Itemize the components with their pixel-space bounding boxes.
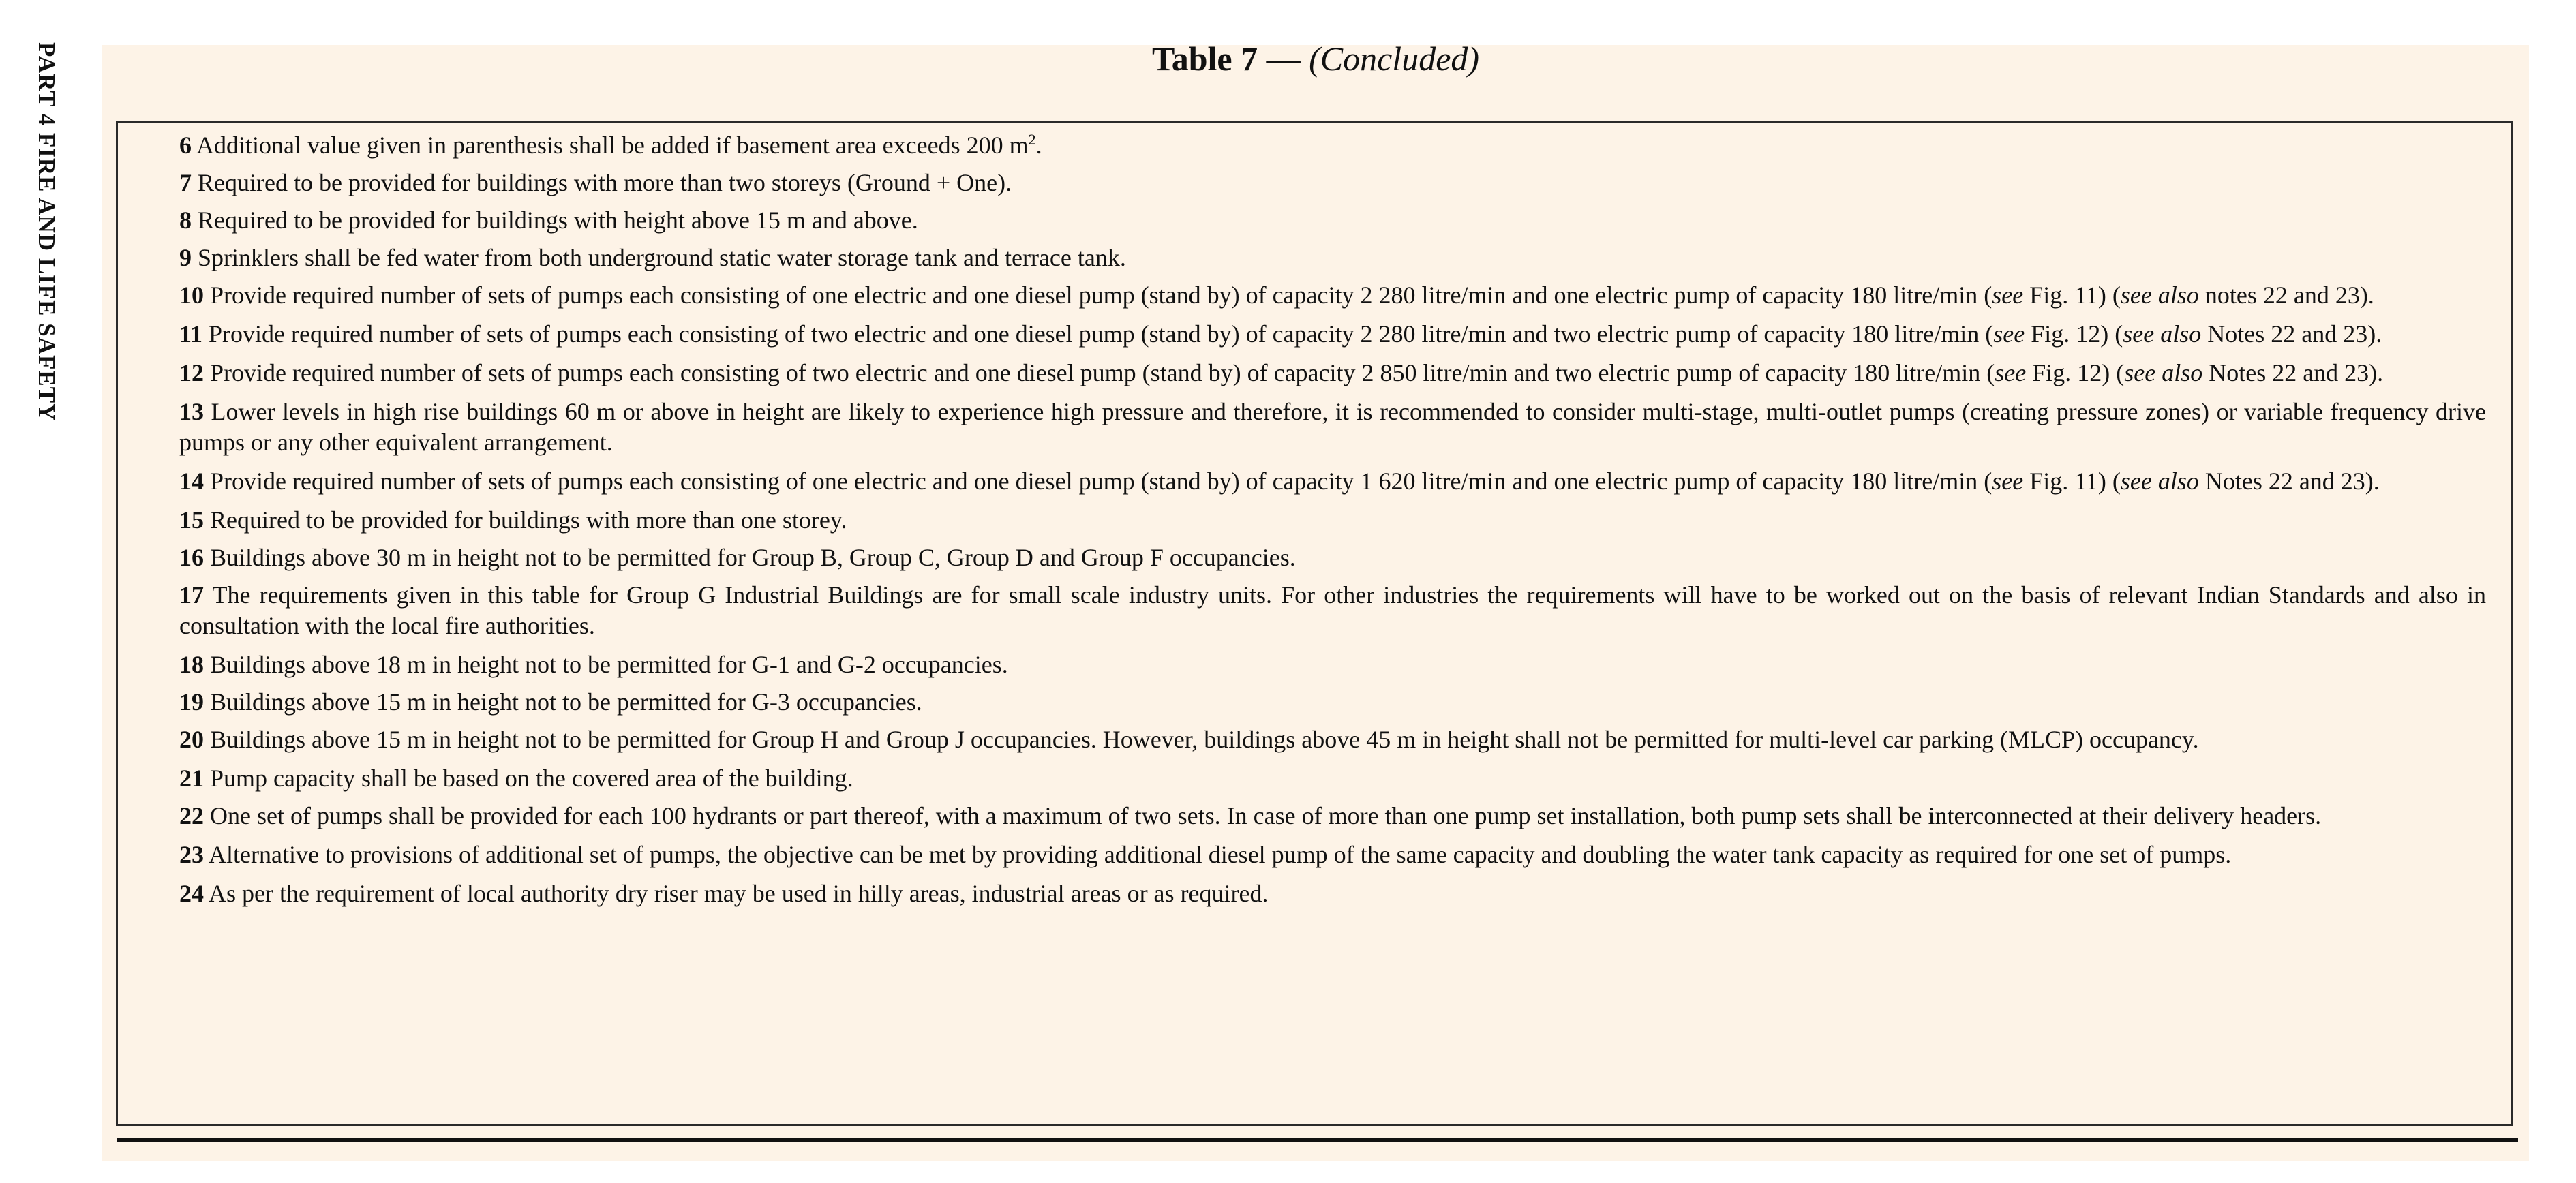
note-text: Buildings above 30 m in height not to be permitted for Group B, Group C, Group D and Group F occupancies. — [204, 544, 1296, 571]
bottom-rule — [117, 1138, 2518, 1142]
note-italic-see-also: see also — [2120, 467, 2199, 495]
side-running-header: PART 4 FIRE AND LIFE SAFETY — [33, 42, 60, 422]
note-text: Notes 22 and 23). — [2202, 359, 2384, 386]
note-italic-see: see — [1993, 320, 2025, 348]
note-16 — [179, 542, 2486, 573]
note-text: Required to be provided for buildings with more than one storey. — [204, 506, 847, 534]
note-superscript: 2 — [1028, 131, 1036, 148]
note-number: 12 — [179, 359, 204, 386]
note-number: 15 — [179, 506, 204, 534]
table-title-dash: — — [1258, 40, 1309, 78]
note-text: Fig. 12) ( — [2025, 320, 2123, 348]
note-number: 11 — [179, 320, 203, 348]
note-text: Provide required number of sets of pumps each consisting of two electric and one diesel pump (stand by) of capacity 2 280 litre/min and two electric pump of capacity 180 litre/min ( — [202, 320, 1994, 348]
note-text: As per the requirement of local authority dry riser may be used in hilly areas, industrial areas or as required. — [204, 880, 1269, 907]
note-number: 6 — [179, 132, 192, 159]
note-15 — [179, 505, 2486, 536]
note-text: Buildings above 18 m in height not to be permitted for G-1 and G-2 occupancies. — [204, 651, 1008, 678]
note-italic-see: see — [1995, 359, 2027, 386]
note-9 — [179, 243, 2486, 273]
note-21 — [179, 763, 2486, 794]
note-text: Provide required number of sets of pumps each consisting of one electric and one diesel pump (stand by) of capacity 2 280 litre/min and one electric pump of capacity 180 litre/min ( — [204, 281, 1992, 309]
note-text: The requirements given in this table for Group G Industrial Buildings are for small scale industry units. For other industries the requirements will have to be worked out on the basis of relevant Indian Standards and also in consultation with the local fire authorities. — [179, 581, 2486, 639]
note-italic-see: see — [1992, 467, 2024, 495]
note-text-tail: . — [1035, 132, 1042, 159]
note-text: Fig. 11) ( — [2023, 467, 2121, 495]
table-title — [102, 38, 2529, 79]
note-text: Required to be provided for buildings with more than two storeys (Ground + One). — [192, 169, 1012, 196]
note-18 — [179, 649, 2486, 680]
note-text: Provide required number of sets of pumps each consisting of one electric and one diesel pump (stand by) of capacity 1 620 litre/min and one electric pump of capacity 180 litre/min ( — [204, 467, 1992, 495]
note-number: 9 — [179, 244, 192, 271]
note-text: Sprinklers shall be fed water from both underground static water storage tank and terrace tank. — [192, 244, 1126, 271]
note-italic-see: see — [1992, 281, 2024, 309]
note-number: 18 — [179, 651, 204, 678]
note-italic-see-also: see also — [2123, 320, 2202, 348]
note-number: 8 — [179, 206, 192, 234]
note-number: 7 — [179, 169, 192, 196]
note-number: 20 — [179, 726, 204, 753]
note-text: Fig. 11) ( — [2023, 281, 2121, 309]
note-11 — [179, 319, 2486, 350]
note-number: 13 — [179, 398, 204, 425]
note-22 — [179, 801, 2486, 831]
note-text: Alternative to provisions of additional set of pumps, the objective can be met by providing additional diesel pump of the same capacity and doubling the water tank capacity as required for one set of pumps. — [204, 841, 2232, 868]
note-number: 16 — [179, 544, 204, 571]
note-text: One set of pumps shall be provided for each 100 hydrants or part thereof, with a maximum of two sets. In case of more than one pump set installation, both pump sets shall be interconnected at their delivery headers. — [204, 802, 2322, 829]
note-24 — [179, 878, 2486, 909]
note-number: 24 — [179, 880, 204, 907]
note-text: Buildings above 15 m in height not to be permitted for G-3 occupancies. — [204, 688, 922, 716]
table-title-suffix: (Concluded) — [1309, 40, 1480, 78]
note-text: Buildings above 15 m in height not to be permitted for Group H and Group J occupancies. However, buildings above 45 m in height shall not be permitted for multi-level car parking (MLCP) occupancy. — [204, 726, 2199, 753]
note-text: Notes 22 and 23). — [2201, 320, 2382, 348]
table-title-number: Table 7 — [1151, 40, 1258, 78]
note-number: 22 — [179, 802, 204, 829]
note-14 — [179, 466, 2486, 497]
note-8 — [179, 205, 2486, 236]
note-20 — [179, 724, 2486, 755]
note-number: 19 — [179, 688, 204, 716]
note-number: 14 — [179, 467, 204, 495]
table-notes-box — [116, 121, 2513, 1126]
note-number: 10 — [179, 281, 204, 309]
note-text: Pump capacity shall be based on the covered area of the building. — [204, 765, 853, 792]
note-italic-see-also: see also — [2124, 359, 2203, 386]
note-17 — [179, 580, 2486, 641]
note-text: Required to be provided for buildings with height above 15 m and above. — [192, 206, 918, 234]
note-13 — [179, 397, 2486, 458]
note-text: Notes 22 and 23). — [2198, 467, 2380, 495]
note-text: Lower levels in high rise buildings 60 m or above in height are likely to experience high pressure and therefore, it is recommended to consider multi-stage, multi-outlet pumps (creating pressure zones) or variable frequency drive pumps or any other equivalent arrangement. — [179, 398, 2486, 456]
note-text: notes 22 and 23). — [2198, 281, 2374, 309]
note-text: Additional value given in parenthesis shall be added if basement area exceeds 200 m — [192, 132, 1029, 159]
note-text: Provide required number of sets of pumps each consisting of two electric and one diesel pump (stand by) of capacity 2 850 litre/min and two electric pump of capacity 180 litre/min ( — [204, 359, 1995, 386]
note-23 — [179, 840, 2486, 870]
note-number: 17 — [179, 581, 204, 609]
note-number: 21 — [179, 765, 204, 792]
note-6 — [179, 130, 2486, 161]
note-12 — [179, 358, 2486, 388]
note-19 — [179, 687, 2486, 718]
note-text: Fig. 12) ( — [2026, 359, 2125, 386]
note-number: 23 — [179, 841, 204, 868]
note-italic-see-also: see also — [2120, 281, 2199, 309]
note-7 — [179, 168, 2486, 198]
note-10 — [179, 280, 2486, 311]
